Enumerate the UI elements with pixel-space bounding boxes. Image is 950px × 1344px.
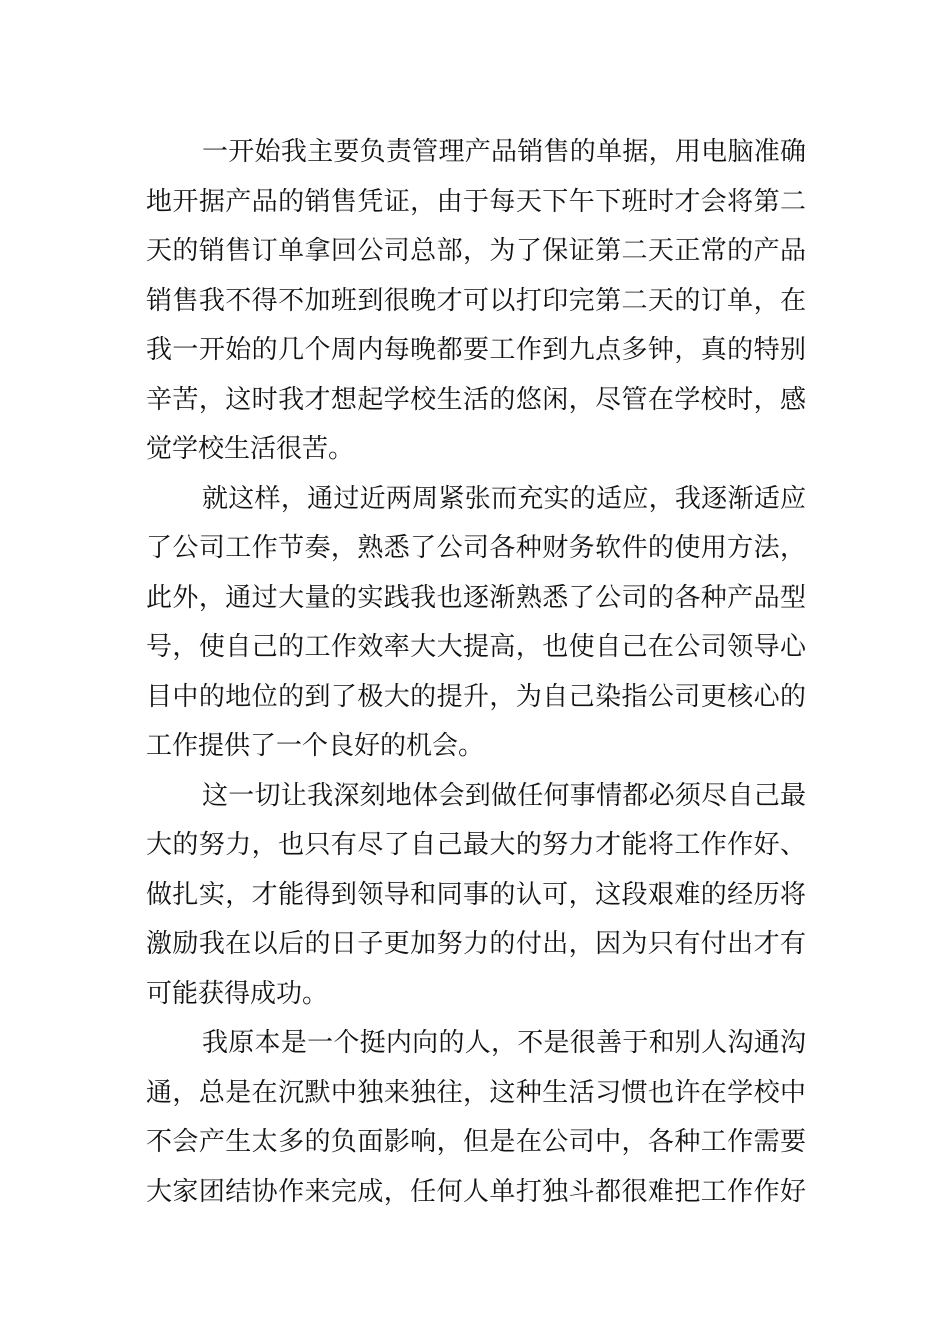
paragraph-2-line-4: 号，使自己的工作效率大大提高，也使自己在公司领导心 (146, 632, 806, 662)
paragraph-3-line-5: 可能获得成功。 (146, 978, 329, 1009)
paragraph-1-line-3: 天的销售订单拿回公司总部，为了保证第二天正常的产品 (146, 236, 806, 266)
paragraph-4-line-1: 我原本是一个挺内向的人，不是很善于和别人沟通沟 (202, 1028, 806, 1058)
document-body (146, 128, 806, 1217)
paragraph-2-line-5: 目中的地位的到了极大的提升，为自己染指公司更核心的 (146, 681, 806, 712)
paragraph-4-line-4: 大家团结协作来完成，任何人单打独斗都很难把工作作好 (146, 1176, 806, 1207)
paragraph-1-line-2: 地开据产品的销售凭证，由于每天下午下班时才会将第二 (146, 186, 806, 217)
paragraph-4-line-2: 通，总是在沉默中独来独往，这种生活习惯也许在学校中 (146, 1077, 806, 1108)
paragraph-2-line-3: 此外，通过大量的实践我也逐渐熟悉了公司的各种产品型 (146, 582, 806, 613)
paragraph-2-line-2: 了公司工作节奏，熟悉了公司各种财务软件的使用方法， (146, 533, 806, 563)
paragraph-1-line-4: 销售我不得不加班到很晚才可以打印完第二天的订单，在 (146, 285, 806, 316)
paragraph-3-line-2: 大的努力，也只有尽了自己最大的努力才能将工作作好、 (146, 830, 806, 860)
paragraph-3-line-1: 这一切让我深刻地体会到做任何事情都必须尽自己最 (202, 780, 806, 811)
paragraph-2-line-1: 就这样，通过近两周紧张而充实的适应，我逐渐适应 (202, 483, 806, 514)
paragraph-3-line-3: 做扎实，才能得到领导和同事的认可，这段艰难的经历将 (146, 879, 806, 910)
paragraph-3-line-4: 激励我在以后的日子更加努力的付出，因为只有付出才有 (146, 929, 806, 959)
paragraph-1-line-1: 一开始我主要负责管理产品销售的单据，用电脑准确 (202, 137, 806, 167)
paragraph-1-line-7: 觉学校生活很苦。 (146, 434, 355, 464)
paragraph-2-line-6: 工作提供了一个良好的机会。 (146, 731, 485, 761)
paragraph-1-line-5: 我一开始的几个周内每晚都要工作到九点多钟，真的特别 (146, 335, 806, 365)
paragraph-4-line-3: 不会产生太多的负面影响，但是在公司中，各种工作需要 (146, 1127, 806, 1157)
paragraph-1-line-6: 辛苦，这时我才想起学校生活的悠闲，尽管在学校时，感 (146, 384, 806, 415)
